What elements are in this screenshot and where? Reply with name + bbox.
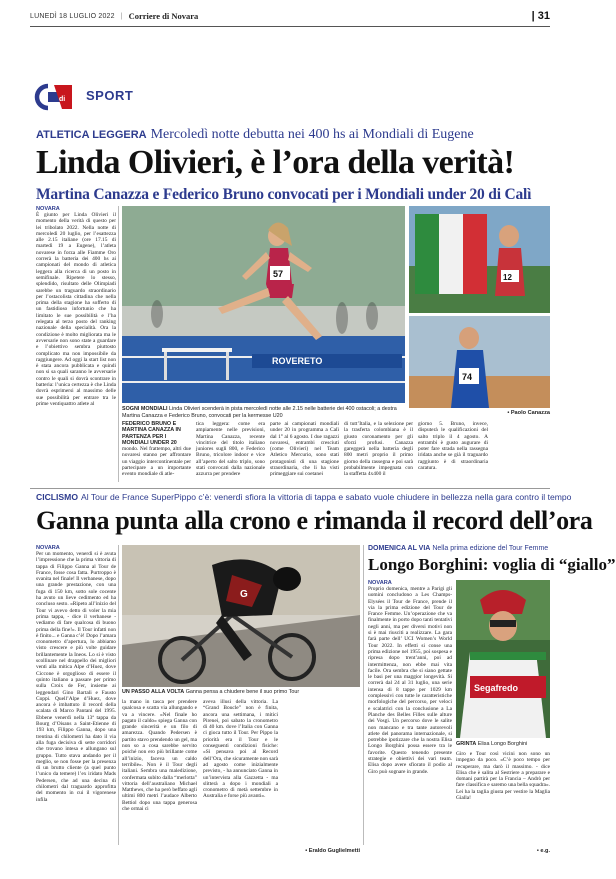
article3-location: NOVARA [368, 580, 392, 586]
article1-col3-text: tica leggera: come era ampiamente nelle previsioni, Martina Canazza, recente vincitrice del titolo italiano juniores sugli 800, e Federico Bruno, tricolore indoor e vice all’aperto del salto triplo, sono stati convocati dalla nazionale azzurra per prendere [196, 421, 265, 478]
article3-caption-text: Elisa Longo Borghini [477, 741, 528, 747]
newspaper-name: Corriere di Novara [128, 11, 199, 21]
column-divider [118, 545, 119, 845]
article2-col3-text: aveva illusi della vittoria. La “Grand Boucle” non è finita, ancora una settimana, i mitici Pirenei, poi sabato la cronometro di 40 km. dove l’Italia con Ganna ci gioca tutto il Tour. Per Pippo la priorità era il Tour e le conseguenti condizioni fisiche: «Si pensava poi al Record dell’Ora, che sicuramente non sarà ad agosto come inizialmente previsto, - ha annunciato Ganna in un’intervista alla Gazzetta - ma slitterà a dopo i mondiali a cronometro di metà settembre in Australia e forse più avanti». [203, 699, 278, 800]
article1-column-3 [196, 421, 265, 478]
article3-kicker-line [368, 545, 558, 552]
article1-column-1 [36, 206, 116, 407]
article1-caption-text: Linda Olivieri scenderà in pista mercoledì notte alle 2.15 nelle batterie dei 400 ostacoli; a destra Martina Canazza e Federico Bruno, convocati per la kermesse U20 [122, 406, 397, 419]
section-rule [30, 488, 550, 489]
article3-col2-text: Giro e Tour così vicini non sono un impegno da poco. «C’è poco tempo per recuperare, ma darò il massimo. - dice Elisa che è salita al Sestriere a preparare e domani partirà per la Francia – Andrò per fare classifica e saremo una bella squadra». Lei ha la taglia giusta per vestire la Maglia Gialla! [456, 751, 550, 802]
article1-col6-text: giorno 5. Bruno, invece, disputerà le qualificazioni del salto triplo il 4 agosto. A entrambi è gusto augurare di poter fare strada nella rassegna iridata anche se già il traguardo raggiunto è di straordinaria caratura. [418, 421, 488, 472]
article3-kicker: DOMENICA AL VIA [368, 545, 431, 552]
page-number-value: 31 [537, 10, 550, 22]
page-header [30, 6, 550, 26]
bruno-bib-number: 74 [462, 372, 473, 382]
hurdler-illustration [122, 206, 405, 403]
article1-column-6 [418, 421, 488, 471]
article1-col2-text: mondo. Nel frattempo, altri due novaresi stanno per affrontare un viaggio intercontinentale per partecipare a un importante evento mondiale di atle- [122, 446, 191, 478]
header-divider: | [120, 12, 123, 20]
photo-longo-borghini [456, 580, 550, 738]
article3-photo-caption [456, 741, 550, 748]
canazza-illustration [409, 206, 550, 313]
article1-col5-text: di tutt’Italia, e la selezione per la trasferta colombiana è il giusto coronamento per gli sforzi profusi. Canazza gareggerà nella batteria degli 800 metri proprio il primo giorno della rassegna e poi sarà probabilmente impegnata con la staffetta 4x400 il [344, 421, 413, 478]
article2-column-1 [36, 545, 116, 803]
bruno-illustration [409, 316, 550, 408]
article3-credit: • e.g. [536, 848, 550, 854]
header-rule [30, 26, 550, 27]
column-divider [118, 206, 119, 482]
article2-photo-caption [122, 689, 360, 696]
article1-col1-text: È giunto per Linda Olivieri il momento della verità di questo per lei tribolato 2022. Nella notte di mercoledì 20 luglio, per l’esattezza alle 2.15 italiane (ore 17.15 di martedì 19 a Eugene), l’atleta novarese in forza alle Fiamme Oro correrà la batteria dei 400 hs ai campionati del mondo di atletica leggera alla ricerca di un posto in semifinale. Ripetere lo stesso, splendido, risultato delle Olimpiadi sarebbe un traguardo straordinario per l’ostacolista cittadina che nella prima della stagione ha sofferto di un fastidioso infortunio che ha limitato le sue possibilità e l’ha relegata al terzo posto del ranking nazionale della specialità. Ora la condizione è molto migliorata ma le avversarie non sono state a guardare e l’obiettivo sembra piuttosto complicato ma non impossibile da raggiungere. Ad oggi la start list non è stata ancora pubblicata e quindi non si sa quali saranno le avversarie contro le quali si dovrà scontrare in batteria: l’unica certezza è che Linda dovrà esprimersi al massimo delle sue possibilità per entrare tra le prime ventiquattro atlete al [36, 212, 116, 407]
article1-kicker-line [36, 126, 556, 143]
photo-canazza [409, 206, 550, 313]
article1-photo-caption [122, 406, 405, 419]
track-banner-text: ROVERETO [272, 356, 323, 366]
ganna-illustration [122, 545, 360, 687]
article2-credit: • Eraldo Guglielmetti [305, 848, 360, 854]
main-photo-hurdles [122, 206, 405, 403]
article2-col1-text: Per un momento, venerdì si è avuta l’impressione che la prima vittoria di tappa di Filippo Ganna al Tour de France, fosse cosa fatta. Purtroppo è svanita nel finale! Il verbanese, dopo una grande prestazione, con una fuga di 150 km, sotto sole cocente ha avuto un lieve cedimento ed ha concluso sesto. «Ripeto all’inizio del Tour vi avevo detto di voler la mia prima tappa, - dice il verbanese - vediamo di fare qualcosa di buono prima della fine!». Il Tour infatti non è finito... e Ganna c’è! Dopo l’amara cronometro d’apertura, lo abbiamo visto crescere e più volte guidare brillantemente la Ineos. Lo si è visto scollinare nel drappello dei migliori venti alla mitica Alpe d’Huez, dove Ciccone è orgoglioso di essere il quinto italiano a passare per primo sulla Croix de Fer, insieme ai leggendari Gino Bartali e Fausto Coppi. Quell’Alpe d’Huez, dove ancora è imbattuto il record della scalata di Marco Pantani del 1995. Ebbene venerdì nella 13ª tappa da Bourg d’Oisans a Saint-Etienne di 193 km, Filippo Ganna, dopo una trentina di chilometri ha dato il via alla fuga decisiva di sette corridori che trovano intesa e allungano sul gruppo. Tutto stava andando per il meglio, se non fosse per la presenza di un brutto cliente (a quel punto l’unico da temere) l’ex iridato Mads Pedersen, che ad una decina di chilometri dal traguardo approfitta del momento in cui il vigorenese infila [36, 551, 116, 803]
article2-kicker-title: Al Tour de France SuperPippo c’è: venerdì sfiora la vittoria di tappa e sabato vuole chiudere in bellezza nella gara contro il tempo [81, 492, 572, 502]
section-label: SPORT [86, 88, 134, 103]
article1-column-2 [122, 421, 191, 478]
article1-col2-subhead: FEDERICO BRUNO E MARTINA CANAZZA IN PARTENZA PER I MONDIALI UNDER 20 [122, 421, 181, 446]
article1-credit: • Paolo Canazza [507, 410, 550, 416]
article2-column-3 [203, 699, 278, 800]
article3-kicker-title: Nella prima edizione del Tour Femme [432, 545, 549, 552]
article1-column-4 [270, 421, 339, 478]
article3-column-1 [368, 580, 452, 775]
article1-location: NOVARA [36, 206, 60, 212]
article3-caption-bold: GRINTA [456, 741, 477, 747]
photo-bruno [409, 316, 550, 408]
page-number: | 31 [531, 10, 550, 22]
photo-ganna [122, 545, 360, 687]
article2-headline: Ganna punta alla crono e rimanda il record dell’ora [36, 506, 593, 535]
article2-location: NOVARA [36, 545, 60, 551]
longo-borghini-illustration [456, 580, 550, 738]
longo-team-name: Segafredo [474, 683, 519, 693]
canazza-bib-number: 12 [503, 273, 512, 282]
article2-col2-text: la mano in tasca per prendere qualcosa e scatta via allungando e va a vincere. «Nel finale ho pagato il caldo» spiega Ganna con grande sincerità e un filo di amarezza. Quando Pedersen è partito stavo prendendo un gel, ma non so a cosa sarebbe servito poiché non ero più brillante come all’inizio, faceva un caldo terribile». Non è il Tour degli italiani. Sembra una maledizione, confermata subito dalla “merlotta” vittoria dell’australiano Michael Matthews, che ha però beffato agli ultimi 800 metri l’audace Alberto Bettiol dopo una tappa generosa che ormai ci [122, 699, 197, 813]
athlete-bib-number: 57 [273, 269, 284, 279]
article3-column-2 [456, 751, 550, 801]
article1-subheadline: Martina Canazza e Federico Bruno convocati per i Mondiali under 20 di Calì [36, 186, 532, 203]
article2-caption-bold: UN PASSO ALLA VOLTA [122, 689, 185, 695]
article2-caption-text: Ganna pensa a chiudere bene il suo primo Tour [185, 689, 300, 695]
article3-col1-text: Proprio domenica, mentre a Parigi gli uomini concludono a Les Champs-Elysées il Tour de France, prende il via la prima edizione del Tour de France Femme. Un’operazione che va finalmente in porto dopo tanti tentativi negli anni, ma per diversi motivi non si è mai riusciti a realizzare. La gara farà parte dell’ UCI Women’s World Tour 2022. In effetti si conse una prima edizione nel 1955, poi sospesa e ripresa dopo trent’anni, poi ad intermittenza, non ebbe mai vita facile. Ora sembra che si siano gettate le basi per una maggior longevità. Si correrà dal 24 al 31 luglio, una serie intensa di 8 tappe per 1029 km complessivi con tutte le caratteristiche morfologiche del percorso, per veloci e scalatrici con la conclusione a La Planche des Belles Filles sulle alture dei Vosgi. Un percorso dove le salite non mancano e tra tante autorevoli atlete del panorama internazionale, si potrebbe ipotizzare che la nostra Elisa Longo Borghini possa essere tra le favorite. Questo tenendo presente strategie e obiettivi dei vari team. Elisa dopo avere sfiorato il podio al Giro può sognare in grande. [368, 586, 452, 775]
article3-headline: Longo Borghini: voglia di “giallo” [368, 555, 616, 574]
article2-kicker: CICLISMO [36, 492, 79, 502]
article1-col4-text: parte ai campionati mondiali under 20 in programma a Calì dal 1° al 6 agosto. I due ragazzi novaresi, entrambi cresciuti (come Olivieri) nel Team Atletico Mercurio, sono stati protagonisti di una stagione straordinaria, che li ha visti primeggiare sui coetanei [270, 421, 339, 478]
article1-caption-bold: SOGNI MONDIALI [122, 406, 168, 412]
issue-date: LUNEDÌ 18 LUGLIO 2022 [30, 12, 115, 20]
column-divider [363, 545, 364, 845]
article1-headline: Linda Olivieri, è l’ora della verità! [36, 144, 515, 181]
ganna-team-mark: G [240, 589, 248, 600]
corriere-logo-icon [34, 83, 76, 111]
article1-kicker-title: Mercoledì notte debutta nei 400 hs ai Mondiali di Eugene [150, 127, 474, 142]
logo-letters: di [59, 96, 66, 103]
article2-kicker-line [36, 492, 572, 502]
article2-column-2 [122, 699, 197, 812]
article1-kicker: ATLETICA LEGGERA [36, 129, 147, 141]
article1-column-5 [344, 421, 413, 478]
